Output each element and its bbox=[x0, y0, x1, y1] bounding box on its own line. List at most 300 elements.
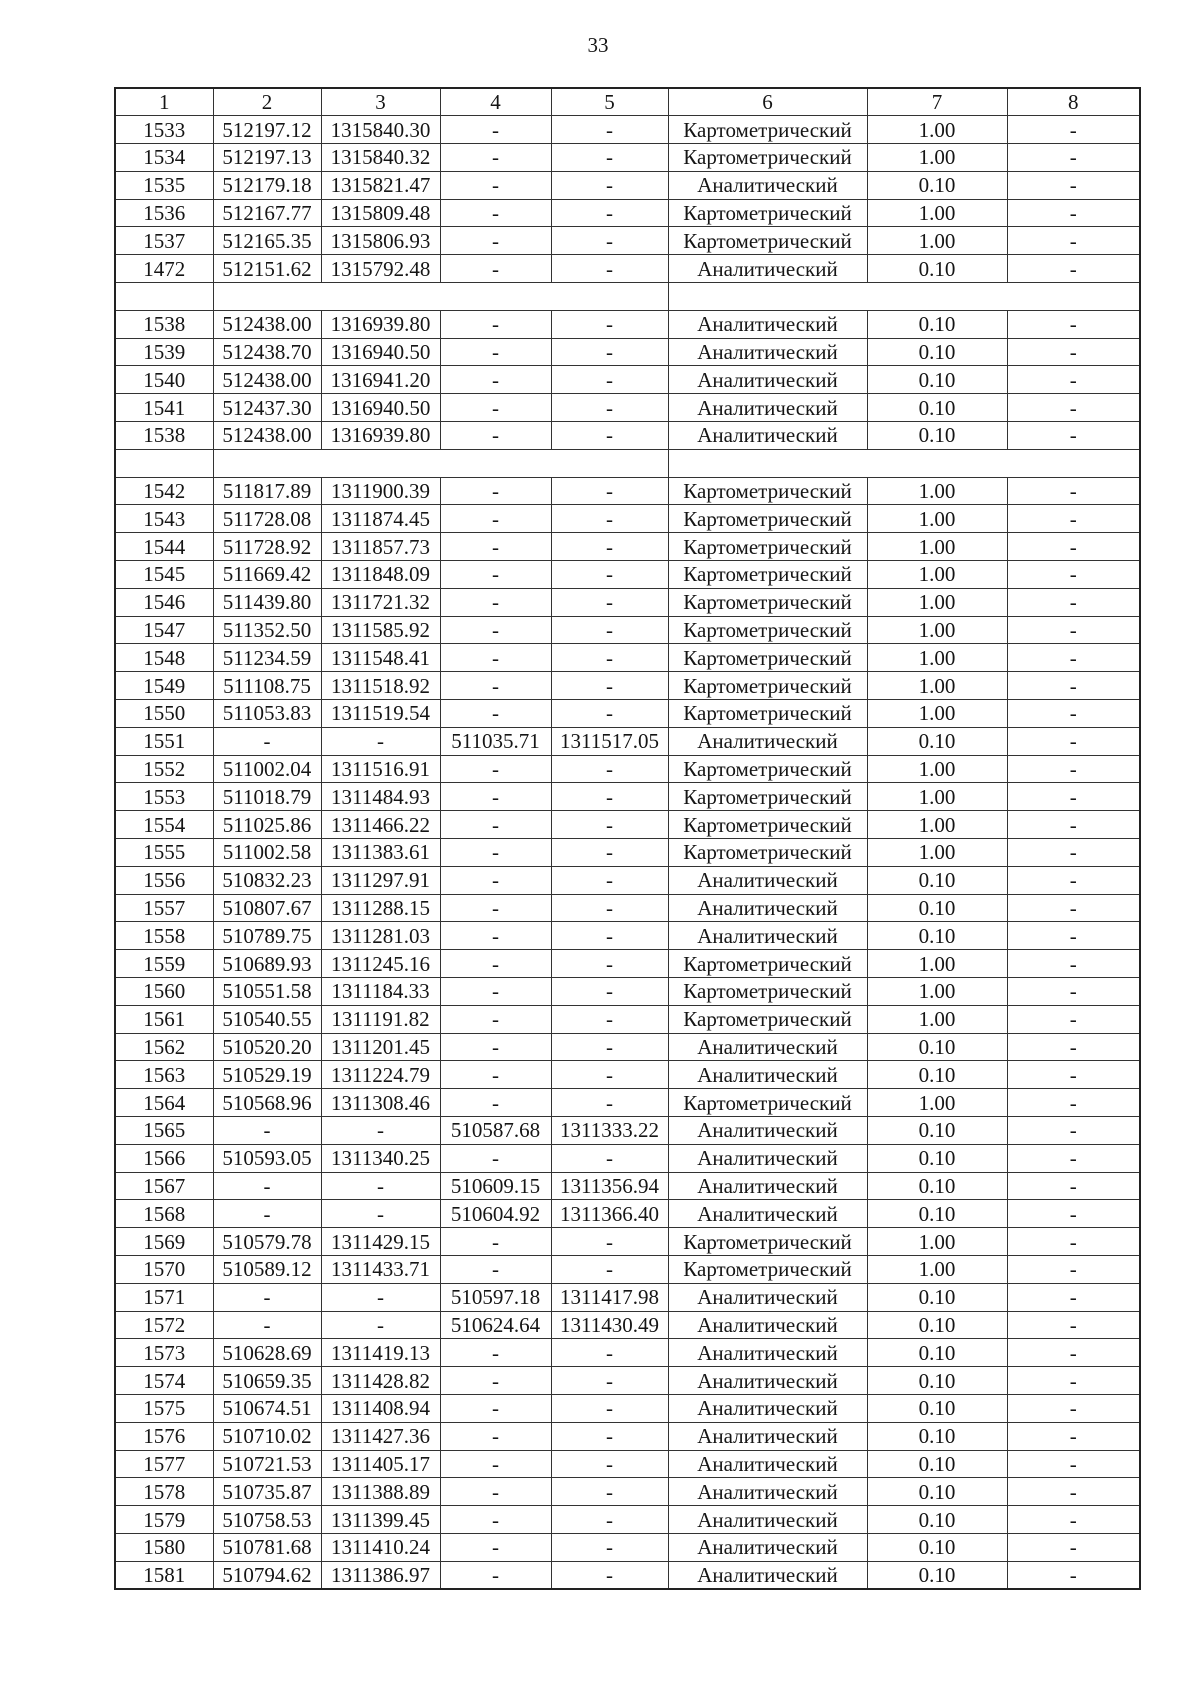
table-cell: 510589.12 bbox=[213, 1255, 321, 1283]
table-cell: 0.10 bbox=[867, 1283, 1007, 1311]
table-cell: - bbox=[440, 227, 551, 255]
table-row bbox=[115, 1089, 1140, 1117]
table-cell: - bbox=[440, 1367, 551, 1395]
table-cell: - bbox=[321, 1283, 440, 1311]
table-cell: - bbox=[551, 227, 668, 255]
table-cell: Картометрический bbox=[668, 811, 867, 839]
table-cell: 1.00 bbox=[867, 1255, 1007, 1283]
table-cell: 1311245.16 bbox=[321, 950, 440, 978]
table-cell: - bbox=[1007, 1005, 1140, 1033]
table-cell: - bbox=[551, 533, 668, 561]
table-cell: 1311184.33 bbox=[321, 978, 440, 1006]
table-cell: 1567 bbox=[115, 1172, 213, 1200]
table-cell: 0.10 bbox=[867, 1478, 1007, 1506]
table-row bbox=[115, 394, 1140, 422]
table-row bbox=[115, 700, 1140, 728]
table-row bbox=[115, 1450, 1140, 1478]
table-cell: 1.00 bbox=[867, 477, 1007, 505]
table-cell: 0.10 bbox=[867, 922, 1007, 950]
table-cell: - bbox=[1007, 366, 1140, 394]
table-cell: 1578 bbox=[115, 1478, 213, 1506]
table-cell: - bbox=[440, 1255, 551, 1283]
table-cell: - bbox=[321, 727, 440, 755]
table-cell: 1.00 bbox=[867, 950, 1007, 978]
table-cell: - bbox=[551, 366, 668, 394]
table-cell: - bbox=[321, 1311, 440, 1339]
table-header-cell: 3 bbox=[321, 88, 440, 116]
table-cell: 512151.62 bbox=[213, 255, 321, 283]
table-cell: - bbox=[551, 561, 668, 589]
table-cell: 1563 bbox=[115, 1061, 213, 1089]
table-cell: Аналитический bbox=[668, 894, 867, 922]
table-cell: Картометрический bbox=[668, 505, 867, 533]
table-cell: 1.00 bbox=[867, 672, 1007, 700]
table-cell: 1.00 bbox=[867, 561, 1007, 589]
table-row bbox=[115, 144, 1140, 172]
table-cell: 1311900.39 bbox=[321, 477, 440, 505]
table-cell: 511025.86 bbox=[213, 811, 321, 839]
table-cell: 1315792.48 bbox=[321, 255, 440, 283]
table-cell: Аналитический bbox=[668, 1478, 867, 1506]
table-cell: 512197.13 bbox=[213, 144, 321, 172]
table-cell: Картометрический bbox=[668, 783, 867, 811]
table-row bbox=[115, 1283, 1140, 1311]
table-cell: - bbox=[321, 1116, 440, 1144]
table-cell: - bbox=[551, 1255, 668, 1283]
table-cell: 0.10 bbox=[867, 1339, 1007, 1367]
table-cell: 512438.70 bbox=[213, 338, 321, 366]
table-cell: 1.00 bbox=[867, 839, 1007, 867]
table-cell: 0.10 bbox=[867, 255, 1007, 283]
table-cell: 1311417.98 bbox=[551, 1283, 668, 1311]
table-cell: 1.00 bbox=[867, 700, 1007, 728]
table-cell: 511352.50 bbox=[213, 616, 321, 644]
table-cell: 511439.80 bbox=[213, 588, 321, 616]
table-cell: 1311297.91 bbox=[321, 866, 440, 894]
table-row bbox=[115, 227, 1140, 255]
table-cell: - bbox=[551, 811, 668, 839]
table-cell: - bbox=[440, 1394, 551, 1422]
table-cell: - bbox=[1007, 866, 1140, 894]
table-cell: 1311857.73 bbox=[321, 533, 440, 561]
table-cell: 1.00 bbox=[867, 1005, 1007, 1033]
table-cell: 1534 bbox=[115, 144, 213, 172]
table-cell: - bbox=[440, 394, 551, 422]
table-cell: Аналитический bbox=[668, 727, 867, 755]
table-cell: - bbox=[551, 1228, 668, 1256]
table-header-cell: 1 bbox=[115, 88, 213, 116]
table-cell: - bbox=[1007, 1533, 1140, 1561]
table-cell: - bbox=[440, 644, 551, 672]
table-cell: 0.10 bbox=[867, 1172, 1007, 1200]
table-cell: 1560 bbox=[115, 978, 213, 1006]
table-cell: 1547 bbox=[115, 616, 213, 644]
table-cell: - bbox=[551, 1533, 668, 1561]
table-cell: - bbox=[1007, 922, 1140, 950]
table-row bbox=[115, 255, 1140, 283]
table-row bbox=[115, 366, 1140, 394]
table-cell: - bbox=[551, 505, 668, 533]
table-cell: 510593.05 bbox=[213, 1144, 321, 1172]
table-row bbox=[115, 588, 1140, 616]
table-cell: - bbox=[1007, 1367, 1140, 1395]
table-cell: - bbox=[1007, 227, 1140, 255]
table-cell: - bbox=[440, 561, 551, 589]
table-cell: - bbox=[440, 839, 551, 867]
table-cell: 512167.77 bbox=[213, 199, 321, 227]
table-row bbox=[115, 727, 1140, 755]
table-cell: - bbox=[1007, 1394, 1140, 1422]
table-header-cell: 5 bbox=[551, 88, 668, 116]
table-cell: - bbox=[551, 1394, 668, 1422]
table-cell: 1571 bbox=[115, 1283, 213, 1311]
table-cell: 1311428.82 bbox=[321, 1367, 440, 1395]
table-cell: - bbox=[440, 950, 551, 978]
table-cell: - bbox=[1007, 1561, 1140, 1589]
table-cell: 0.10 bbox=[867, 366, 1007, 394]
table-cell: 1.00 bbox=[867, 533, 1007, 561]
table-cell: - bbox=[1007, 1506, 1140, 1534]
table-cell: 1311429.15 bbox=[321, 1228, 440, 1256]
table-cell: 1311848.09 bbox=[321, 561, 440, 589]
table-cell: - bbox=[440, 1422, 551, 1450]
table-cell: 1535 bbox=[115, 171, 213, 199]
table-cell: 1575 bbox=[115, 1394, 213, 1422]
table-cell: Картометрический bbox=[668, 839, 867, 867]
table-cell: - bbox=[1007, 1311, 1140, 1339]
table-cell: 1311519.54 bbox=[321, 700, 440, 728]
table-cell: 1538 bbox=[115, 310, 213, 338]
table-cell: - bbox=[551, 255, 668, 283]
table-cell: Аналитический bbox=[668, 1033, 867, 1061]
table-cell: 1315840.32 bbox=[321, 144, 440, 172]
table-cell: Картометрический bbox=[668, 588, 867, 616]
table-row bbox=[115, 505, 1140, 533]
table-cell: - bbox=[440, 978, 551, 1006]
table-cell: - bbox=[440, 116, 551, 144]
table-cell: - bbox=[440, 422, 551, 450]
table-row bbox=[115, 1561, 1140, 1589]
table-cell: 510604.92 bbox=[440, 1200, 551, 1228]
table-cell: 1580 bbox=[115, 1533, 213, 1561]
table-cell: 510579.78 bbox=[213, 1228, 321, 1256]
blank-separator-row bbox=[115, 283, 1140, 311]
table-row bbox=[115, 422, 1140, 450]
table-cell: - bbox=[1007, 644, 1140, 672]
table-cell: 1.00 bbox=[867, 783, 1007, 811]
table-cell: 512438.00 bbox=[213, 422, 321, 450]
table-cell: 0.10 bbox=[867, 394, 1007, 422]
table-cell: - bbox=[551, 978, 668, 1006]
table-cell: Аналитический bbox=[668, 394, 867, 422]
table-cell: 510781.68 bbox=[213, 1533, 321, 1561]
table-row bbox=[115, 1367, 1140, 1395]
table-cell: 512197.12 bbox=[213, 116, 321, 144]
table-cell: Аналитический bbox=[668, 255, 867, 283]
table-cell: 511728.08 bbox=[213, 505, 321, 533]
table-cell: - bbox=[440, 866, 551, 894]
table-cell: - bbox=[1007, 1339, 1140, 1367]
table-cell: 1577 bbox=[115, 1450, 213, 1478]
table-cell: - bbox=[1007, 616, 1140, 644]
table-cell: - bbox=[1007, 310, 1140, 338]
table-cell: 511108.75 bbox=[213, 672, 321, 700]
table-cell: - bbox=[1007, 978, 1140, 1006]
blank-cell bbox=[115, 449, 213, 477]
table-row bbox=[115, 199, 1140, 227]
table-cell: - bbox=[551, 1478, 668, 1506]
table-cell: Аналитический bbox=[668, 1144, 867, 1172]
table-cell: 0.10 bbox=[867, 727, 1007, 755]
table-cell: 1311518.92 bbox=[321, 672, 440, 700]
table-cell: Аналитический bbox=[668, 366, 867, 394]
table-cell: 1569 bbox=[115, 1228, 213, 1256]
table-cell: 1.00 bbox=[867, 199, 1007, 227]
table-cell: - bbox=[440, 672, 551, 700]
table-cell: - bbox=[551, 588, 668, 616]
table-cell: 0.10 bbox=[867, 1422, 1007, 1450]
table-cell: 0.10 bbox=[867, 310, 1007, 338]
table-cell: - bbox=[551, 1561, 668, 1589]
table-row bbox=[115, 1005, 1140, 1033]
table-cell: 1311386.97 bbox=[321, 1561, 440, 1589]
table-cell: 0.10 bbox=[867, 1061, 1007, 1089]
table-cell: 0.10 bbox=[867, 422, 1007, 450]
table-cell: 510794.62 bbox=[213, 1561, 321, 1589]
table-row bbox=[115, 783, 1140, 811]
table-cell: - bbox=[551, 199, 668, 227]
table-cell: 1555 bbox=[115, 839, 213, 867]
table-cell: Аналитический bbox=[668, 922, 867, 950]
table-cell: 1311517.05 bbox=[551, 727, 668, 755]
table-cell: Аналитический bbox=[668, 1339, 867, 1367]
table-cell: 512438.00 bbox=[213, 310, 321, 338]
table-cell: 1572 bbox=[115, 1311, 213, 1339]
table-cell: 1311281.03 bbox=[321, 922, 440, 950]
table-cell: 510609.15 bbox=[440, 1172, 551, 1200]
table-cell: - bbox=[551, 839, 668, 867]
table-row bbox=[115, 978, 1140, 1006]
table-row bbox=[115, 1422, 1140, 1450]
table-cell: 0.10 bbox=[867, 1200, 1007, 1228]
table-cell: - bbox=[551, 644, 668, 672]
table-cell: - bbox=[1007, 1116, 1140, 1144]
table-cell: 1570 bbox=[115, 1255, 213, 1283]
table-cell: Картометрический bbox=[668, 1255, 867, 1283]
table-cell: Аналитический bbox=[668, 1561, 867, 1589]
table-cell: - bbox=[440, 588, 551, 616]
table-cell: - bbox=[1007, 783, 1140, 811]
table-cell: 1576 bbox=[115, 1422, 213, 1450]
table-cell: - bbox=[1007, 1061, 1140, 1089]
table-cell: - bbox=[551, 1005, 668, 1033]
table-cell: Картометрический bbox=[668, 672, 867, 700]
table-cell: - bbox=[440, 1228, 551, 1256]
table-cell: 0.10 bbox=[867, 866, 1007, 894]
table-cell: - bbox=[1007, 255, 1140, 283]
table-cell: 1549 bbox=[115, 672, 213, 700]
table-cell: 1311408.94 bbox=[321, 1394, 440, 1422]
table-cell: - bbox=[440, 1033, 551, 1061]
table-cell: - bbox=[551, 1367, 668, 1395]
table-cell: 1551 bbox=[115, 727, 213, 755]
table-cell: - bbox=[551, 672, 668, 700]
table-cell: - bbox=[1007, 1283, 1140, 1311]
table-cell: 1579 bbox=[115, 1506, 213, 1534]
table-cell: 510597.18 bbox=[440, 1283, 551, 1311]
table-cell: 0.10 bbox=[867, 1506, 1007, 1534]
table-cell: - bbox=[440, 477, 551, 505]
table-cell: 0.10 bbox=[867, 1367, 1007, 1395]
table-cell: 511234.59 bbox=[213, 644, 321, 672]
table-cell: 1311427.36 bbox=[321, 1422, 440, 1450]
table-cell: Аналитический bbox=[668, 1450, 867, 1478]
table-cell: 1554 bbox=[115, 811, 213, 839]
table-cell: 1581 bbox=[115, 1561, 213, 1589]
table-cell: - bbox=[551, 144, 668, 172]
table-cell: - bbox=[1007, 199, 1140, 227]
table-cell: - bbox=[551, 894, 668, 922]
table-cell: 1542 bbox=[115, 477, 213, 505]
table-cell: - bbox=[551, 394, 668, 422]
table-cell: - bbox=[1007, 1450, 1140, 1478]
table-cell: 0.10 bbox=[867, 1144, 1007, 1172]
table-cell: Картометрический bbox=[668, 144, 867, 172]
table-row bbox=[115, 866, 1140, 894]
table-cell: 1561 bbox=[115, 1005, 213, 1033]
table-cell: 1540 bbox=[115, 366, 213, 394]
table-cell: 510628.69 bbox=[213, 1339, 321, 1367]
table-cell: 510710.02 bbox=[213, 1422, 321, 1450]
table-cell: - bbox=[440, 310, 551, 338]
table-cell: 510587.68 bbox=[440, 1116, 551, 1144]
table-cell: Аналитический bbox=[668, 1283, 867, 1311]
table-cell: Картометрический bbox=[668, 477, 867, 505]
table-cell: - bbox=[1007, 533, 1140, 561]
table-cell: - bbox=[321, 1200, 440, 1228]
blank-cell bbox=[668, 283, 1140, 311]
table-cell: - bbox=[1007, 894, 1140, 922]
table-cell: - bbox=[1007, 1089, 1140, 1117]
table-cell: - bbox=[1007, 477, 1140, 505]
table-cell: 1.00 bbox=[867, 227, 1007, 255]
table-cell: 1565 bbox=[115, 1116, 213, 1144]
table-header-cell: 2 bbox=[213, 88, 321, 116]
table-cell: 1316941.20 bbox=[321, 366, 440, 394]
table-cell: - bbox=[440, 533, 551, 561]
table-cell: Аналитический bbox=[668, 866, 867, 894]
table-cell: - bbox=[440, 1478, 551, 1506]
table-row bbox=[115, 1061, 1140, 1089]
table-cell: 1311366.40 bbox=[551, 1200, 668, 1228]
table-row bbox=[115, 477, 1140, 505]
table-cell: 1548 bbox=[115, 644, 213, 672]
table-cell: - bbox=[213, 1200, 321, 1228]
table-cell: 1544 bbox=[115, 533, 213, 561]
table-header-cell: 7 bbox=[867, 88, 1007, 116]
table-row bbox=[115, 310, 1140, 338]
table-cell: 1311466.22 bbox=[321, 811, 440, 839]
table-row bbox=[115, 1172, 1140, 1200]
table-cell: - bbox=[440, 922, 551, 950]
table-cell: - bbox=[440, 1506, 551, 1534]
table-cell: 1311399.45 bbox=[321, 1506, 440, 1534]
table-row bbox=[115, 1311, 1140, 1339]
table-cell: 1311356.94 bbox=[551, 1172, 668, 1200]
table-cell: - bbox=[321, 1172, 440, 1200]
table-row bbox=[115, 1144, 1140, 1172]
table-cell: 1552 bbox=[115, 755, 213, 783]
table-cell: 1311383.61 bbox=[321, 839, 440, 867]
table-cell: Аналитический bbox=[668, 310, 867, 338]
table-cell: 510551.58 bbox=[213, 978, 321, 1006]
table-cell: - bbox=[551, 1339, 668, 1367]
table-row bbox=[115, 1506, 1140, 1534]
table-row bbox=[115, 1339, 1140, 1367]
table-cell: - bbox=[551, 116, 668, 144]
table-cell: 511728.92 bbox=[213, 533, 321, 561]
table-cell: 1566 bbox=[115, 1144, 213, 1172]
table-cell: - bbox=[440, 1005, 551, 1033]
table-header-cell: 8 bbox=[1007, 88, 1140, 116]
table-cell: 1311516.91 bbox=[321, 755, 440, 783]
table-cell: - bbox=[1007, 1255, 1140, 1283]
table-cell: - bbox=[551, 700, 668, 728]
table-cell: Картометрический bbox=[668, 950, 867, 978]
table-cell: 511817.89 bbox=[213, 477, 321, 505]
table-cell: - bbox=[1007, 727, 1140, 755]
table-cell: 0.10 bbox=[867, 1116, 1007, 1144]
table-cell: - bbox=[1007, 422, 1140, 450]
table-header-cell: 6 bbox=[668, 88, 867, 116]
table-cell: - bbox=[551, 338, 668, 366]
table-cell: - bbox=[551, 950, 668, 978]
table-cell: 510624.64 bbox=[440, 1311, 551, 1339]
table-cell: 1311430.49 bbox=[551, 1311, 668, 1339]
table-cell: Аналитический bbox=[668, 422, 867, 450]
table-cell: 1557 bbox=[115, 894, 213, 922]
table-cell: 1.00 bbox=[867, 978, 1007, 1006]
table-cell: 1541 bbox=[115, 394, 213, 422]
data-table bbox=[114, 87, 1141, 1590]
table-cell: 510689.93 bbox=[213, 950, 321, 978]
table-row bbox=[115, 1394, 1140, 1422]
table-cell: 511018.79 bbox=[213, 783, 321, 811]
table-cell: 510520.20 bbox=[213, 1033, 321, 1061]
table-cell: 511002.58 bbox=[213, 839, 321, 867]
table-cell: 1.00 bbox=[867, 1228, 1007, 1256]
table-row bbox=[115, 950, 1140, 978]
table-cell: 1311484.93 bbox=[321, 783, 440, 811]
table-cell: 1550 bbox=[115, 700, 213, 728]
table-cell: Аналитический bbox=[668, 1116, 867, 1144]
table-cell: - bbox=[440, 755, 551, 783]
table-cell: 1311201.45 bbox=[321, 1033, 440, 1061]
table-cell: Аналитический bbox=[668, 1311, 867, 1339]
table-row bbox=[115, 755, 1140, 783]
table-cell: - bbox=[440, 1533, 551, 1561]
table-row bbox=[115, 811, 1140, 839]
table-cell: 512438.00 bbox=[213, 366, 321, 394]
blank-cell bbox=[115, 283, 213, 311]
table-cell: Картометрический bbox=[668, 533, 867, 561]
table-cell: 1539 bbox=[115, 338, 213, 366]
table-body bbox=[115, 116, 1140, 1589]
table-cell: 510568.96 bbox=[213, 1089, 321, 1117]
table-row bbox=[115, 338, 1140, 366]
table-cell: 1537 bbox=[115, 227, 213, 255]
table-cell: 510721.53 bbox=[213, 1450, 321, 1478]
